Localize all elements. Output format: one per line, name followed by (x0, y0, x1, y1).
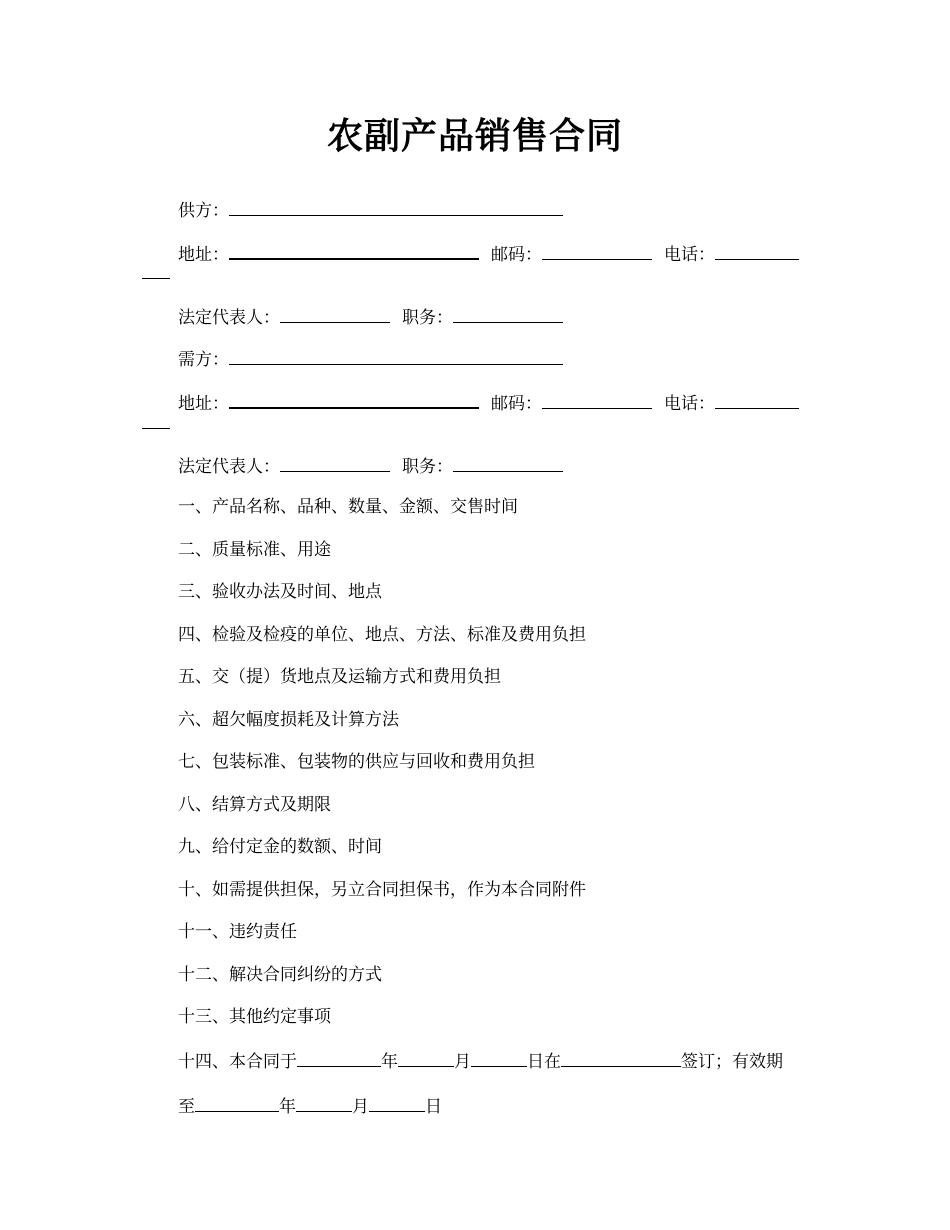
signing-month-field[interactable] (398, 1048, 454, 1067)
supplier-postcode-field[interactable] (542, 241, 652, 260)
supplier-postcode-label: 邮码： (491, 245, 542, 265)
signing-line (178, 1048, 783, 1074)
validity-year-field[interactable] (195, 1093, 279, 1112)
supplier-line (178, 197, 563, 223)
buyer-rep-label: 法定代表人： (178, 457, 280, 477)
clause-item: 四、检验及检疫的单位、地点、方法、标准及费用负担 (178, 625, 586, 645)
supplier-name-field[interactable] (229, 197, 563, 216)
validity-month-label: 月 (352, 1097, 369, 1117)
clause-item: 三、验收办法及时间、地点 (178, 582, 382, 602)
signing-prefix: 十四、本合同于 (178, 1052, 297, 1072)
signing-day-label: 日在 (527, 1052, 561, 1072)
signing-year-label: 年 (381, 1052, 398, 1072)
supplier-address-field[interactable] (229, 240, 479, 260)
signing-day-field[interactable] (471, 1048, 527, 1067)
supplier-phone-field[interactable] (715, 241, 799, 260)
validity-month-field[interactable] (296, 1093, 352, 1112)
supplier-contact-line (178, 240, 799, 267)
supplier-position-field[interactable] (453, 304, 563, 323)
buyer-address-label: 地址： (178, 394, 229, 414)
buyer-label: 需方： (178, 350, 229, 370)
validity-line (178, 1093, 442, 1119)
clause-item: 六、超欠幅度损耗及计算方法 (178, 710, 399, 730)
document-title: 农副产品销售合同 (326, 115, 623, 157)
clause-item: 十三、其他约定事项 (178, 1007, 331, 1027)
buyer-contact-line (178, 389, 799, 416)
supplier-position-label: 职务： (402, 308, 453, 328)
buyer-rep-line (178, 453, 563, 479)
supplier-label: 供方： (178, 201, 229, 221)
signing-month-label: 月 (454, 1052, 471, 1072)
clause-item: 一、产品名称、品种、数量、金额、交售时间 (178, 497, 518, 517)
validity-year-label: 年 (279, 1097, 296, 1117)
clause-item: 五、交（提）货地点及运输方式和费用负担 (178, 667, 501, 687)
buyer-postcode-label: 邮码： (491, 394, 542, 414)
clause-item: 十二、解决合同纠纷的方式 (178, 965, 382, 985)
buyer-phone-field-wrap (142, 428, 170, 429)
buyer-position-field[interactable] (453, 453, 563, 472)
supplier-address-label: 地址： (178, 245, 229, 265)
signing-year-field[interactable] (297, 1048, 381, 1067)
buyer-postcode-field[interactable] (542, 390, 652, 409)
clause-item: 十、如需提供担保，另立合同担保书，作为本合同附件 (178, 880, 586, 900)
clause-item: 二、质量标准、用途 (178, 540, 331, 560)
signing-place-field[interactable] (561, 1048, 681, 1067)
buyer-rep-field[interactable] (280, 453, 390, 472)
signing-suffix: 签订；有效期 (681, 1052, 783, 1072)
buyer-phone-field[interactable] (715, 390, 799, 409)
validity-day-label: 日 (425, 1097, 442, 1117)
supplier-phone-field-wrap (142, 278, 170, 279)
supplier-rep-line (178, 304, 563, 330)
clause-item: 九、给付定金的数额、时间 (178, 837, 382, 857)
buyer-phone-label: 电话： (664, 394, 715, 414)
clause-item: 八、结算方式及期限 (178, 795, 331, 815)
buyer-address-field[interactable] (229, 389, 479, 409)
supplier-phone-label: 电话： (664, 245, 715, 265)
buyer-name-field[interactable] (229, 346, 563, 365)
validity-to-label: 至 (178, 1097, 195, 1117)
clause-item: 十一、违约责任 (178, 922, 297, 942)
buyer-line (178, 346, 563, 372)
validity-day-field[interactable] (369, 1093, 425, 1112)
supplier-rep-label: 法定代表人： (178, 308, 280, 328)
buyer-position-label: 职务： (402, 457, 453, 477)
supplier-rep-field[interactable] (280, 304, 390, 323)
clause-item: 七、包装标准、包装物的供应与回收和费用负担 (178, 752, 535, 772)
